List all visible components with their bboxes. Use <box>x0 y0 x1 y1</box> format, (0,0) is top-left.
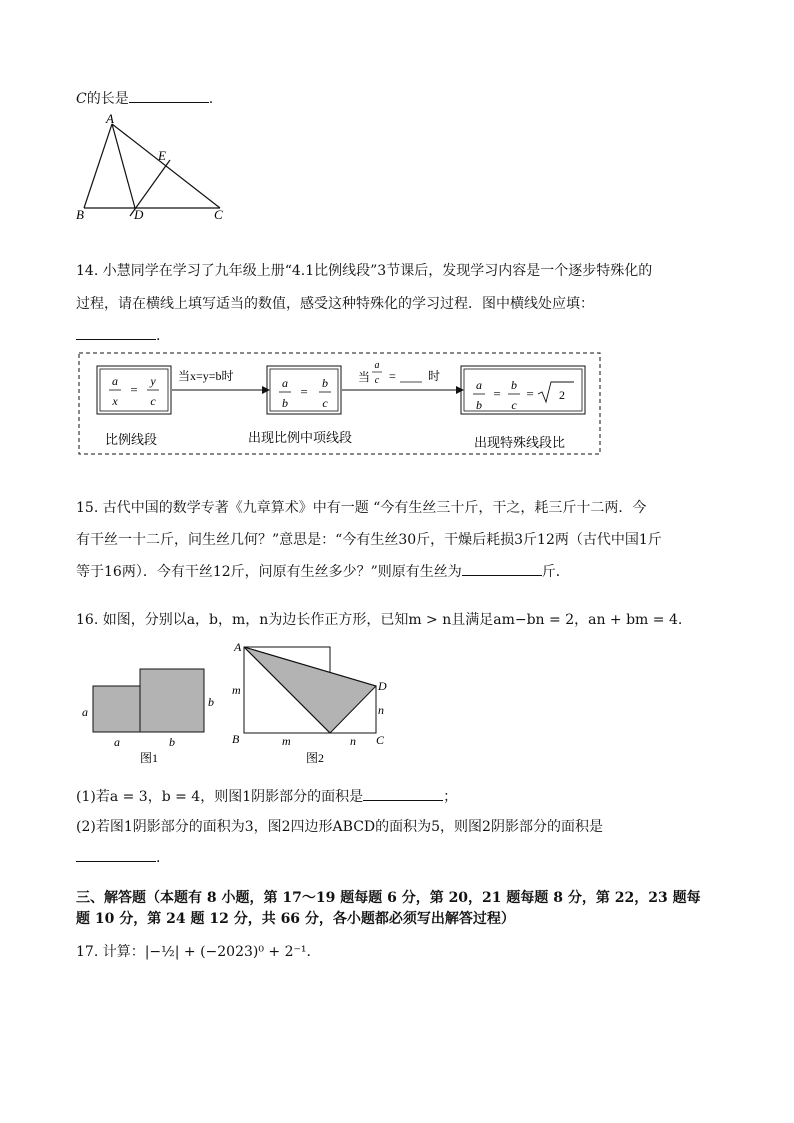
q16-sub2-answer-blank[interactable] <box>76 847 156 862</box>
q13-label-a: A <box>106 112 114 126</box>
q14-box2-eq: = <box>300 384 308 399</box>
q14-answer-blank[interactable] <box>76 325 156 340</box>
q16-sub1-end: ； <box>443 789 458 805</box>
q13-segment-ad <box>112 124 135 208</box>
q15-line3-suffix: 斤． <box>541 564 570 580</box>
q16-fig1-caption: 图1 <box>140 751 159 765</box>
q15-line2: 有干丝一十二斤，问生丝几何？”意思是：“今有生丝30斤，干燥后耗损3斤12两（古代中国1斤 <box>76 532 662 548</box>
q14-box1-x: x <box>112 394 118 408</box>
q13-triangle-figure <box>70 112 240 224</box>
q16-fig1-square-a <box>93 686 140 732</box>
q14-arrow2-suffix: 时 <box>428 369 441 383</box>
q14-arrow2-prefix: 当 <box>358 370 371 384</box>
q16-fig2-label-b: B <box>232 732 240 746</box>
q16-fig1-label-b-right: b <box>208 695 214 709</box>
q16-line1: 16. 如图，分别以a，b，m，n为边长作正方形，已知m > n且满足am−bn = 2，an + bm = 4. <box>76 612 683 628</box>
q16-fig2-shaded-triangle <box>244 647 376 733</box>
q13-label-b: B <box>76 207 84 222</box>
q16-fig2-label-n-bottom: n <box>350 734 356 748</box>
q14-arrow2-den: c <box>374 375 380 386</box>
q14-line2: 过程，请在横线上填写适当的数值，感受这种特殊化的学习过程．图中横线处应填： <box>76 296 594 312</box>
q14-caption2: 出现比例中项线段 <box>248 430 353 445</box>
q14-arrow2-eq: = <box>389 369 396 383</box>
q13-side-ab <box>84 124 112 208</box>
q14-end: . <box>156 328 161 344</box>
q16-fig1-label-a-bottom: a <box>114 735 120 749</box>
q14-box2-b2: b <box>322 376 328 390</box>
q15-answer-blank[interactable] <box>462 561 542 576</box>
q14-box2-a: a <box>282 376 288 390</box>
q13-end: . <box>208 91 214 107</box>
q14-box1-eq: = <box>130 382 138 397</box>
q16-sub2-answer-line <box>76 847 160 868</box>
q14-box3-a: a <box>476 378 482 392</box>
q13-label-e: E <box>158 148 166 163</box>
q16-fig1-label-b-bottom: b <box>169 735 175 749</box>
q14-box1-a: a <box>112 374 118 388</box>
q14-caption1: 比例线段 <box>105 432 158 447</box>
q14-caption3: 出现特殊线段比 <box>474 435 566 450</box>
q14-box3-b2: b <box>511 378 517 392</box>
q16-sub2: (2)若图1阴影部分的面积为3，图2四边形ABCD的面积为5，则图2阴影部分的面积是 <box>76 819 603 835</box>
q16-sub1 <box>76 786 457 807</box>
q14-answer-line <box>76 325 160 346</box>
q13-label-d: D <box>134 207 144 222</box>
section3-heading-line1: 三、解答题（本题有 8 小题，第 17～19 题每题 6 分，第 20，21 题每题 8 分，第 22，23 题每 <box>76 890 701 906</box>
q16-sub1-text: (1)若a = 3，b = 4，则图1阴影部分的面积是 <box>76 789 364 805</box>
q13-answer-blank[interactable] <box>129 88 209 103</box>
q16-fig2-label-m-left: m <box>232 683 241 697</box>
q14-arrow2-num: a <box>374 360 380 371</box>
q16-fig2-label-a: A <box>234 640 242 654</box>
q16-figure2 <box>230 638 400 766</box>
q16-fig2-label-c: C <box>376 733 385 747</box>
q14-box3-root: 2 <box>559 388 565 402</box>
q14-box3-b1: b <box>476 398 482 412</box>
q14-box2-b1: b <box>282 396 288 410</box>
q16-sub1-answer-blank[interactable] <box>363 786 443 801</box>
q14-box1-c: c <box>150 394 156 408</box>
q17-expression: |−½| + (−2023)⁰ + 2⁻¹. <box>144 944 311 960</box>
q16-fig1-label-a-left: a <box>82 705 88 719</box>
q14-box2-c: c <box>322 396 328 410</box>
q14-line1: 14. 小慧同学在学习了九年级上册“4.1比例线段”3节课后，发现学习内容是一个逐步特殊化的 <box>76 263 653 279</box>
q14-box3-c: c <box>511 398 517 412</box>
section3-heading-line2: 题 10 分，第 24 题 12 分，共 66 分，各小题都必须写出解答过程） <box>76 911 515 927</box>
q13-text: 的长是 <box>86 91 129 107</box>
q15-line1: 15. 古代中国的数学专著《九章算术》中有一题 “今有生丝三十斤，干之，耗三斤十二两．今 <box>76 500 647 516</box>
q13-prefix: C <box>76 91 87 107</box>
q16-fig1-square-b <box>140 669 204 732</box>
q14-box1-y: y <box>150 374 156 388</box>
q16-fig2-label-m-bottom: m <box>282 734 291 748</box>
q16-figure1 <box>76 662 226 766</box>
q16-fig2-label-d: D <box>378 679 387 693</box>
q17-line <box>76 942 311 962</box>
q15-line3 <box>76 561 570 582</box>
q13-answer-line <box>76 88 213 109</box>
q16-fig2-label-n-right: n <box>378 703 384 717</box>
q14-box3-eq1: = <box>493 386 501 401</box>
q14-process-diagram <box>78 352 602 456</box>
q14-box3-eq2: = <box>526 386 534 401</box>
q16-sub2-end: . <box>156 850 161 866</box>
q15-line3-prefix: 等于16两）．今有干丝12斤，问原有生丝多少？”则原有生丝为 <box>76 564 462 580</box>
q14-arrow1-label: 当x=y=b时 <box>178 369 234 383</box>
q16-fig2-caption: 图2 <box>306 751 325 765</box>
q14-sqrt-sign <box>538 382 574 402</box>
q13-label-c: C <box>214 207 223 222</box>
q17-prefix: 17. 计算： <box>76 944 145 960</box>
